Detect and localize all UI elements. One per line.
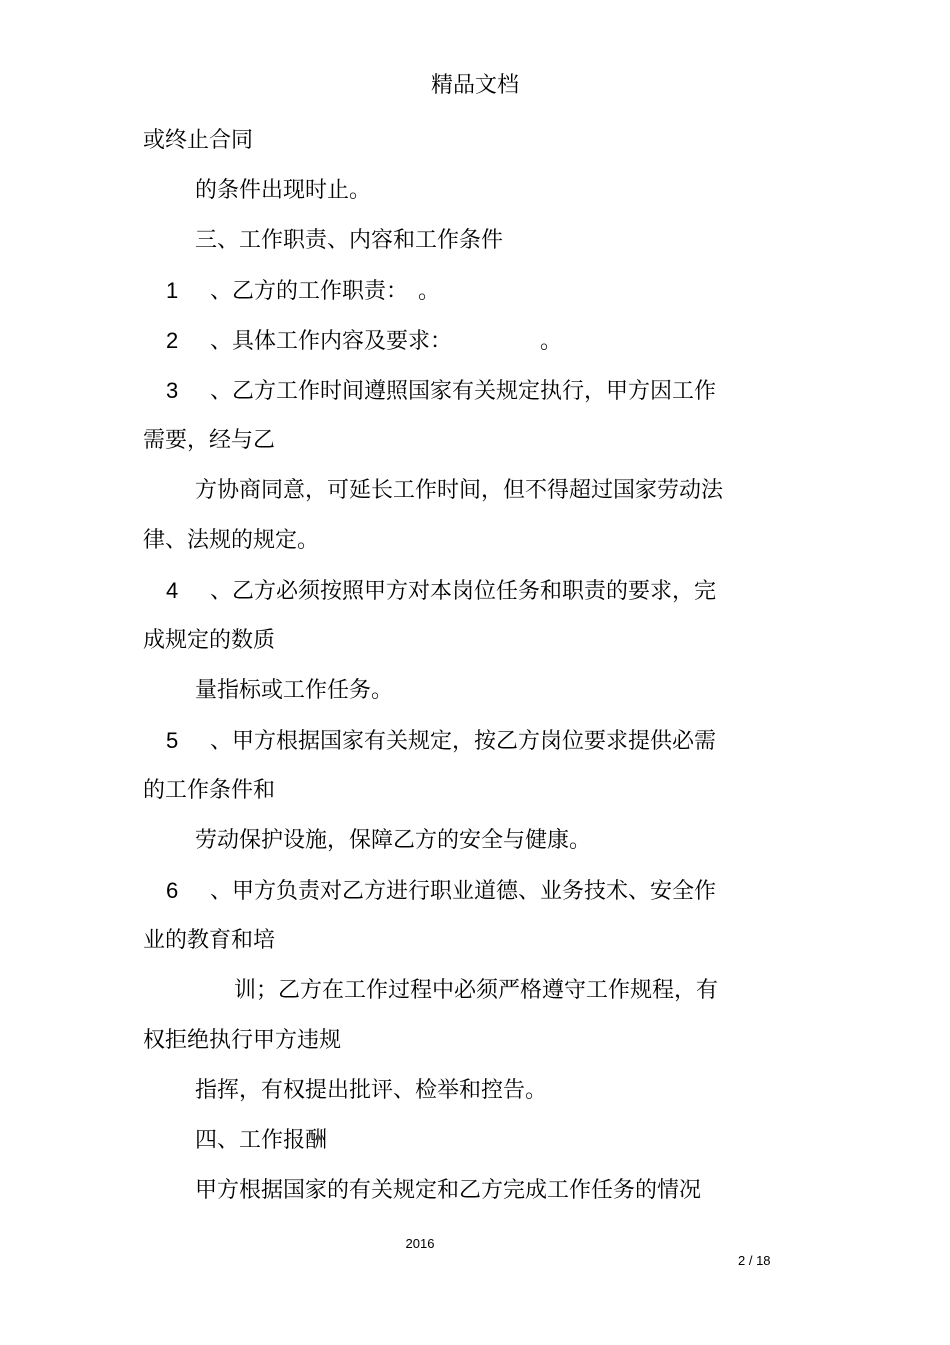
list-item-number: 4 bbox=[166, 578, 179, 603]
list-item-end: 。 bbox=[418, 279, 441, 304]
text-line: 业的教育和培 bbox=[143, 928, 276, 953]
text-line: 甲方根据国家的有关规定和乙方完成工作任务的情况 bbox=[195, 1178, 702, 1203]
section-heading-duties: 三、工作职责、内容和工作条件 bbox=[195, 228, 504, 253]
text-line: 指挥，有权提出批评、检举和控告。 bbox=[195, 1078, 548, 1103]
section-heading-compensation: 四、工作报酬 bbox=[195, 1128, 328, 1153]
text-line: 权拒绝执行甲方违规 bbox=[143, 1028, 342, 1053]
list-item-2 bbox=[166, 323, 562, 360]
footer-year: 2016 bbox=[405, 1236, 435, 1251]
text-line: 需要，经与乙 bbox=[143, 428, 276, 453]
list-item-4 bbox=[166, 573, 716, 610]
list-item-number: 6 bbox=[166, 878, 179, 903]
text-line: 律、法规的规定。 bbox=[143, 528, 320, 553]
text-line: 劳动保护设施，保障乙方的安全与健康。 bbox=[195, 828, 592, 853]
list-item-text: 、甲方根据国家有关规定，按乙方岗位要求提供必需 bbox=[210, 729, 717, 754]
list-item-number: 5 bbox=[166, 728, 179, 753]
list-item-number: 3 bbox=[166, 378, 179, 403]
text-line: 量指标或工作任务。 bbox=[195, 678, 394, 703]
list-item-number: 1 bbox=[166, 278, 179, 303]
text-line: 的条件出现时止。 bbox=[195, 178, 372, 203]
page-header-title: 精品文档 bbox=[430, 73, 519, 98]
list-item-6 bbox=[166, 873, 716, 910]
list-item-end: 。 bbox=[540, 329, 563, 354]
text-line: 方协商同意，可延长工作时间，但不得超过国家劳动法 bbox=[195, 478, 724, 503]
list-item-number: 2 bbox=[166, 328, 179, 353]
list-item-text: 、乙方的工作职责： bbox=[210, 279, 409, 304]
list-item-text: 、甲方负责对乙方进行职业道德、业务技术、安全作 bbox=[210, 879, 717, 904]
list-item-1 bbox=[166, 273, 440, 310]
list-item-text: 、乙方工作时间遵照国家有关规定执行，甲方因工作 bbox=[210, 379, 717, 404]
text-line: 或终止合同 bbox=[143, 128, 254, 153]
list-item-3 bbox=[166, 373, 716, 410]
page-number: 2 / 18 bbox=[738, 1253, 771, 1268]
list-item-text: 、乙方必须按照甲方对本岗位任务和职责的要求，完 bbox=[210, 579, 717, 604]
text-line: 成规定的数质 bbox=[143, 628, 276, 653]
list-item-5 bbox=[166, 723, 716, 760]
list-item-text: 、具体工作内容及要求： bbox=[210, 329, 453, 354]
text-line: 训；乙方在工作过程中必须严格遵守工作规程，有 bbox=[234, 978, 719, 1003]
text-line: 的工作条件和 bbox=[143, 778, 276, 803]
